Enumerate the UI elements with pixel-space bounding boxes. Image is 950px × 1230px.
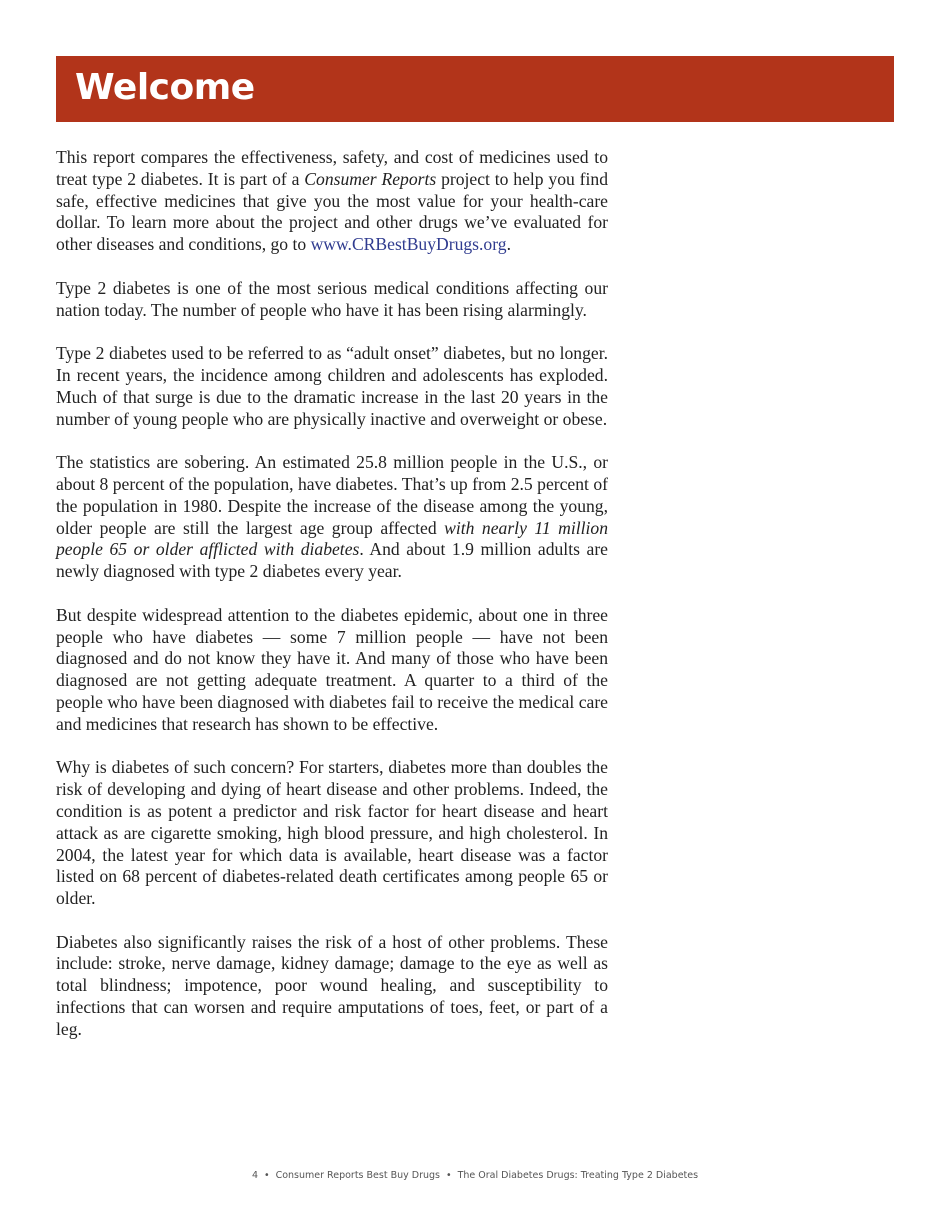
text-segment: project to help you find safe, effective medicines that give you the most value for your health-care dollar. To learn more about the project and other drugs we’ve evaluated for other diseases and conditions, go to bbox=[56, 168, 608, 255]
paragraph bbox=[56, 452, 608, 583]
text-segment: The statistics are sobering. An estimated 25.8 million people in the U.S., or about 8 percent of the population, have diabetes. That’s up from 2.5 percent of the population in 1980. Despite the increase of the disease among the young, older people are still the largest age group affected bbox=[56, 452, 608, 538]
text-segment: But despite widespread attention to the diabetes epidemic, about one in three people who have diabetes — some 7 million people — have not been diagnosed and do not know they have it. And many of those who have been diagnosed are not getting adequate treatment. A quarter to a third of the people who have been diagnosed with diabetes fail to receive the medical care and medicines that research has shown to be effective. bbox=[56, 604, 608, 734]
footer-bullet: • bbox=[263, 1170, 270, 1181]
footer-report-title: The Oral Diabetes Drugs: Treating Type 2 Diabetes bbox=[457, 1170, 699, 1181]
page-number: 4 bbox=[251, 1170, 258, 1181]
paragraph bbox=[56, 147, 608, 256]
text-segment: Diabetes also significantly raises the risk of a host of other problems. These include: stroke, nerve damage, kidney damage; damage to the eye as well as total blindness; impotence, poor wound healing, and susceptibility to infections that can worsen and require amputations of toes, feet, or part of a leg. bbox=[56, 931, 608, 1039]
text-segment: This report compares the effectiveness, safety, and cost of medicines used to treat type 2 diabetes. It is part of a bbox=[56, 147, 608, 189]
italic-text: Consumer Reports bbox=[304, 168, 437, 189]
footer-publication: Consumer Reports Best Buy Drugs bbox=[275, 1170, 440, 1181]
text-segment: Type 2 diabetes used to be referred to as “adult onset” diabetes, but no longer. In recent years, the incidence among children and adolescents has exploded. Much of that surge is due to the dramatic increase in the last 20 years in the number of young people who are physically inactive and overweight or obese. bbox=[56, 343, 608, 429]
text-segment: . bbox=[506, 234, 511, 255]
text-segment: Type 2 diabetes is one of the most serious medical conditions affecting our nation today. The number of people who have it has been rising alarmingly. bbox=[56, 277, 608, 320]
text-segment: . And about 1.9 million adults are newly diagnosed with type 2 diabetes every year. bbox=[56, 539, 608, 582]
paragraph bbox=[56, 605, 608, 736]
website-link[interactable]: www.CRBestBuyDrugs.org bbox=[310, 234, 507, 255]
section-banner bbox=[56, 56, 894, 122]
section-title: Welcome bbox=[75, 67, 255, 108]
paragraph bbox=[56, 757, 608, 910]
paragraph bbox=[56, 932, 608, 1041]
article-body bbox=[56, 147, 608, 1062]
italic-text: with nearly 11 million people 65 or older afflicted with diabetes bbox=[56, 517, 608, 560]
paragraph bbox=[56, 343, 608, 430]
footer-bullet: • bbox=[445, 1170, 452, 1181]
paragraph bbox=[56, 278, 608, 322]
page-footer bbox=[0, 1170, 950, 1181]
text-segment: Why is diabetes of such concern? For starters, diabetes more than doubles the risk of developing and dying of heart disease and other problems. Indeed, the condition is as potent a predictor and risk factor for heart disease and heart attack as are cigarette smoking, high blood pressure, and high cholesterol. In 2004, the latest year for which data is available, heart disease was a factor listed on 68 percent of diabetes-related death certificates among people 65 or older. bbox=[56, 757, 608, 909]
